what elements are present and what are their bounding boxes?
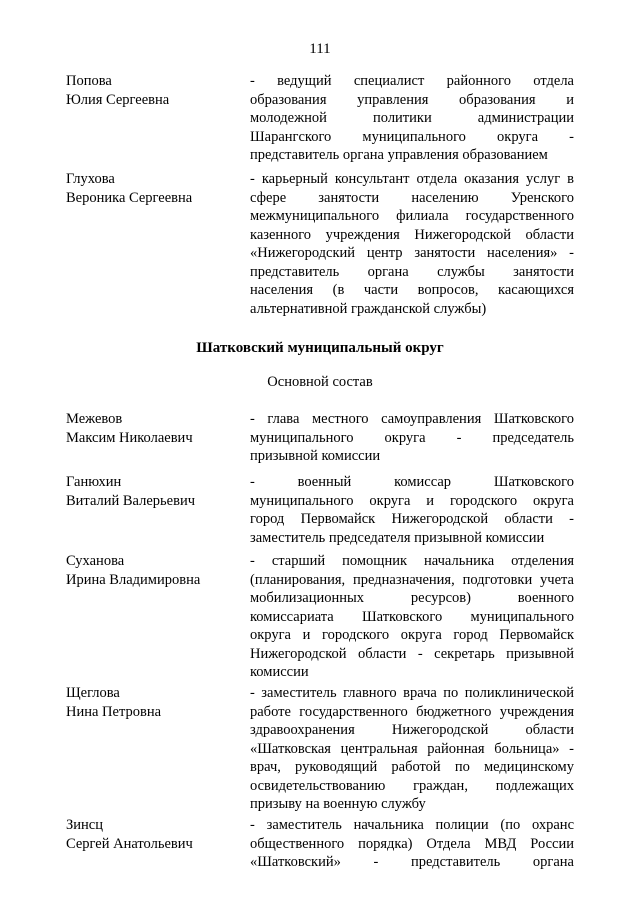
role-line: - карьерный консультант отдела оказания услуг в bbox=[250, 171, 574, 187]
member-given-name: Ирина Владимировна bbox=[66, 571, 201, 588]
role-line: «Шатковский» - представитель органа bbox=[250, 854, 574, 870]
member-given-name: Нина Петровна bbox=[66, 703, 162, 720]
role-line: «Нижегородский центр занятости населения» - bbox=[250, 245, 574, 261]
member-surname: Щеглова bbox=[66, 685, 120, 701]
role-line: сфере занятости населению Уренского bbox=[250, 189, 574, 206]
member-given-name: Юлия Сергеевна bbox=[66, 91, 170, 108]
member-name bbox=[66, 816, 241, 853]
role-line: освидетельствованию граждан, подлежащих bbox=[250, 777, 574, 794]
role-line: муниципального округа - председатель bbox=[250, 429, 574, 446]
role-line: здравоохранения Нижегородской области bbox=[250, 722, 574, 738]
role-line: работе государственного бюджетного учреждения bbox=[250, 703, 574, 720]
role-line: - заместитель начальника полиции (по охранс bbox=[250, 817, 574, 833]
role-line: округа и городского округа город Первомайск bbox=[250, 627, 574, 643]
role-line: (планирования, предназначения, подготовки учета bbox=[250, 571, 574, 588]
role-line: врач, руководящий работой по медицинскому bbox=[250, 759, 574, 775]
member-surname: Попова bbox=[66, 73, 112, 89]
member-given-name: Сергей Анатольевич bbox=[66, 835, 193, 852]
page-number: 111 bbox=[309, 41, 331, 57]
role-line: призывной комиссии bbox=[250, 448, 381, 464]
role-line: - глава местного самоуправления Шатковского bbox=[250, 411, 574, 427]
member-role bbox=[250, 72, 574, 165]
role-line: казенного учреждения Нижегородской области bbox=[250, 226, 574, 243]
member-name bbox=[66, 684, 241, 721]
role-line: комиссии bbox=[250, 664, 309, 680]
role-line: межмуниципального филиала государственного bbox=[250, 208, 574, 224]
role-line: «Шатковская центральная районная больница» - bbox=[250, 740, 574, 757]
role-line: муниципального округа и городского округа bbox=[250, 492, 574, 509]
role-line: комиссариата Шатковского муниципального bbox=[250, 608, 574, 625]
role-line: - заместитель главного врача по поликлинической bbox=[250, 685, 574, 701]
role-line: Шарангского муниципального округа - bbox=[250, 128, 574, 145]
member-name bbox=[66, 410, 241, 447]
member-role bbox=[250, 684, 574, 814]
member-name bbox=[66, 473, 241, 510]
section-subtitle: Основной состав bbox=[267, 374, 373, 390]
member-given-name: Виталий Валерьевич bbox=[66, 492, 195, 509]
member-name bbox=[66, 72, 241, 109]
member-surname: Глухова bbox=[66, 171, 115, 187]
role-line: - ведущий специалист районного отдела bbox=[250, 73, 574, 89]
section-title: Шатковский муниципальный округ bbox=[196, 340, 444, 356]
role-line: мобилизационных ресурсов) военного bbox=[250, 590, 574, 606]
role-line: - старший помощник начальника отделения bbox=[250, 553, 574, 569]
role-line: заместитель председателя призывной комиссии bbox=[250, 529, 545, 546]
member-surname: Ганюхин bbox=[66, 474, 122, 490]
member-role bbox=[250, 816, 574, 872]
role-line: призыву на военную службу bbox=[250, 796, 426, 812]
role-line: представитель органа управления образованием bbox=[250, 147, 548, 163]
member-surname: Зинсц bbox=[66, 817, 103, 833]
role-line: Нижегородской области - секретарь призывной bbox=[250, 645, 574, 662]
member-name bbox=[66, 170, 241, 207]
member-role bbox=[250, 473, 574, 547]
role-line: образования управления образования и bbox=[250, 91, 574, 108]
member-role bbox=[250, 552, 574, 682]
role-line: населения (в части вопросов, касающихся bbox=[250, 282, 574, 298]
member-given-name: Вероника Сергеевна bbox=[66, 189, 193, 206]
role-line: общественного порядка) Отдела МВД России bbox=[250, 835, 574, 852]
member-surname: Суханова bbox=[66, 553, 125, 569]
role-line: представитель органа службы занятости bbox=[250, 263, 574, 280]
role-line: город Первомайск Нижегородской области - bbox=[250, 511, 574, 527]
role-line: - военный комиссар Шатковского bbox=[250, 474, 574, 490]
member-name bbox=[66, 552, 241, 589]
member-surname: Межевов bbox=[66, 411, 123, 427]
member-given-name: Максим Николаевич bbox=[66, 429, 193, 446]
member-role bbox=[250, 170, 574, 318]
member-role bbox=[250, 410, 574, 466]
role-line: молодежной политики администрации bbox=[250, 110, 574, 126]
role-line: альтернативной гражданской службы) bbox=[250, 300, 487, 317]
